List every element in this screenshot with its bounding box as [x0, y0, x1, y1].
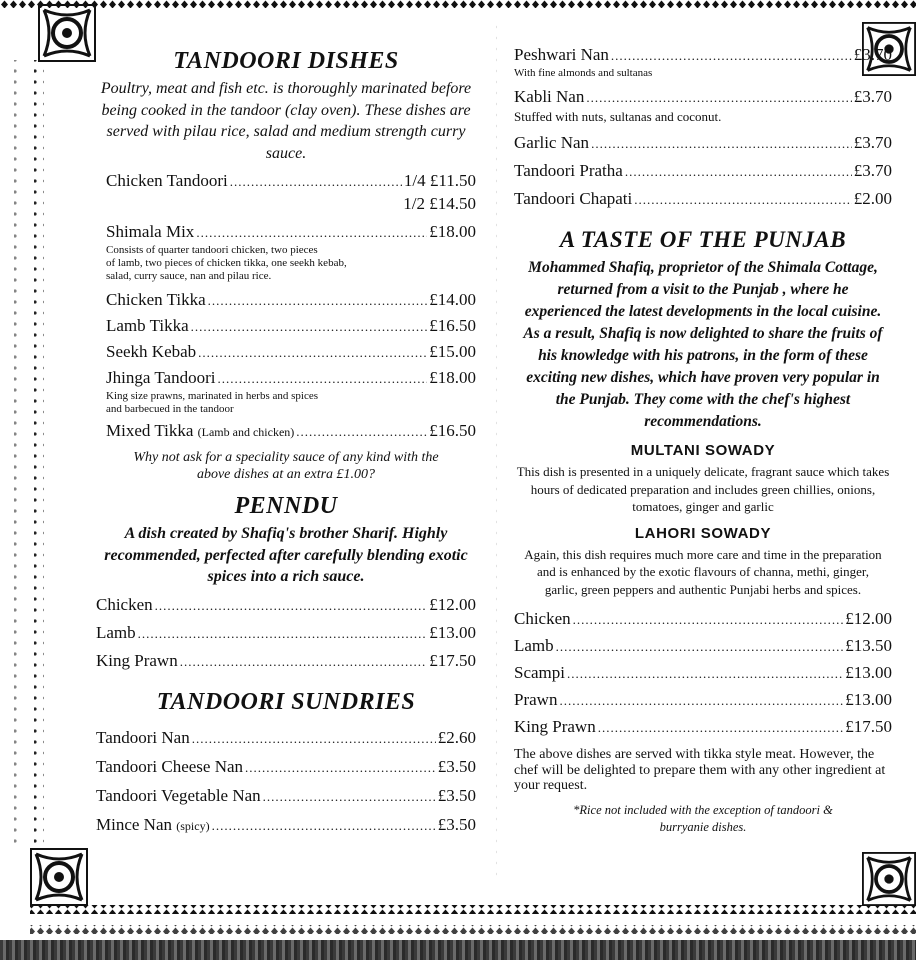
- menu-item-garlic-nan: Garlic Nan ..... £3.70: [514, 132, 892, 155]
- price: £14.00: [429, 290, 476, 309]
- tandoori-sundries-title: TANDOORI SUNDRIES: [156, 688, 416, 715]
- item-description: With fine almonds and sultanas: [514, 67, 653, 79]
- menu-item-chicken-tandoori: Chicken Tandoori ..... 1/4 £11.50: [96, 170, 476, 193]
- menu-item-tandoori-cheese-nan: Tandoori Cheese Nan ..... £3.50: [96, 756, 476, 779]
- penndu-title: PENNDU: [234, 493, 338, 519]
- menu-item-chicken-tandoori-half: [96, 193, 476, 215]
- left-column: [96, 46, 476, 837]
- menu-item-tandoori-vegetable-nan: Tandoori Vegetable Nan ..... £3.50: [96, 785, 476, 808]
- price: £18.00: [429, 368, 476, 387]
- menu-item-penndu-lamb: Lamb ..... £13.00: [96, 622, 476, 645]
- price: £11.50: [429, 171, 476, 190]
- item-description: Stuffed with nuts, sultanas and coconut.: [514, 109, 722, 124]
- price: £14.50: [429, 194, 476, 213]
- served-with-note: The above dishes are served with tikka style meat. However, the chef will be delighted to prepare them with any other ingredient at your request.: [514, 747, 886, 793]
- price: £3.70: [853, 45, 892, 64]
- price: £17.50: [845, 717, 892, 736]
- right-column: [514, 44, 892, 842]
- lahori-sowady-description: Again, this dish requires much more care and time in the preparation and is enhanced by the exotic flavours of channa, methi, ginger, garlic, green peppers and authentic Punjabi herbs and spices.: [524, 546, 882, 597]
- lahori-sowady-title: LAHORI SOWADY: [634, 524, 772, 542]
- price: £13.00: [845, 663, 892, 682]
- price: £12.00: [845, 609, 892, 628]
- price: £3.70: [853, 133, 892, 152]
- menu-item-tandoori-pratha: Tandoori Pratha ..... £3.70: [514, 160, 892, 183]
- menu-item-seekh-kebab: Seekh Kebab ..... £15.00: [106, 341, 476, 364]
- price: £3.50: [437, 756, 476, 776]
- price: £3.70: [853, 161, 892, 180]
- price: £13.50: [845, 636, 892, 655]
- menu-item-punjab-scampi: Scampi ..... £13.00: [514, 662, 892, 685]
- price: £2.00: [853, 189, 892, 208]
- menu-item-tandoori-chapati: Tandoori Chapati ..... £2.00: [514, 188, 892, 211]
- tandoori-dishes-description: Poultry, meat and fish etc. is thoroughly marinated before being cooked in the tandoor (clay oven). These dishes are served with pilau rice, salad and medium strength curry sauce.: [100, 80, 472, 162]
- price: £3.50: [437, 785, 476, 805]
- portion-quarter: 1/4: [403, 171, 426, 190]
- punjab-description: Mohammed Shafiq, proprietor of the Shimala Cottage, returned from a visit to the Punjab , where he experienced the latest developments in the local cuisine. As a result, Shafiq is now delighted to share the fruits of his knowledge with his patrons, in the form of these exciting new dishes, which have proven very popular in the Punjab. They come with the chef's highest recommendations.: [523, 259, 883, 430]
- price: £3.70: [853, 87, 892, 106]
- corner-ornament-icon: [30, 848, 88, 906]
- menu-item-mixed-tikka: Mixed Tikka (Lamb and chicken) ..... £16.50: [106, 420, 476, 443]
- price: £16.50: [429, 316, 476, 335]
- price: £16.50: [429, 421, 476, 440]
- corner-ornament-icon: [862, 850, 916, 908]
- speciality-sauce-note: Why not ask for a speciality sauce of any kind with the above dishes at an extra £1.00?: [133, 450, 439, 482]
- price: £3.50: [437, 814, 476, 834]
- price: £17.50: [429, 650, 476, 670]
- punjab-title: A TASTE OF THE PUNJAB: [559, 227, 847, 252]
- price: £15.00: [429, 342, 476, 361]
- menu-item-peshwari-nan: Peshwari Nan ..... £3.70: [514, 44, 892, 67]
- menu-item-mince-nan: Mince Nan (spicy) ..... £3.50: [96, 814, 476, 837]
- price: £12.00: [429, 594, 476, 614]
- corner-ornament-icon: [38, 4, 96, 62]
- menu-item-jhinga-tandoori: Jhinga Tandoori ..... £18.00: [106, 367, 476, 390]
- menu-item-punjab-lamb: Lamb ..... £13.50: [514, 635, 892, 658]
- menu-item-chicken-tikka: Chicken Tikka ..... £14.00: [106, 289, 476, 312]
- price: £2.60: [437, 727, 476, 747]
- item-description: King size prawns, marinated in herbs and spices and barbecued in the tandoor: [106, 390, 318, 415]
- multani-sowady-title: MULTANI SOWADY: [630, 442, 776, 459]
- price: £13.00: [429, 622, 476, 642]
- multani-sowady-description: This dish is presented in a uniquely delicate, fragrant sauce which takes hours of dedicated preparation and includes green chillies, onions, tomatoes, ginger and garlic: [516, 464, 890, 514]
- item-description: Consists of quarter tandoori chicken, two pieces of lamb, two pieces of chicken tikka, one seekh kebab, salad, curry sauce, nan and pilau rice.: [106, 244, 347, 282]
- menu-item-punjab-chicken: Chicken ..... £12.00: [514, 608, 892, 631]
- menu-item-tandoori-nan: Tandoori Nan ..... £2.60: [96, 727, 476, 750]
- price: £13.00: [845, 690, 892, 709]
- bottom-edge: [0, 940, 916, 960]
- menu-item-penndu-chicken: Chicken ..... £12.00: [96, 594, 476, 617]
- menu-item-punjab-prawn: Prawn ..... £13.00: [514, 689, 892, 712]
- portion-half: 1/2: [403, 194, 425, 213]
- rice-note: *Rice not included with the exception of tandoori & burryanie dishes.: [573, 802, 833, 834]
- price: £18.00: [429, 222, 476, 241]
- menu-item-lamb-tikka: Lamb Tikka ..... £16.50: [106, 315, 476, 338]
- menu-item-shimala-mix: Shimala Mix ..... £18.00: [106, 221, 476, 244]
- menu-item-kabli-nan: Kabli Nan ..... £3.70: [514, 86, 892, 109]
- penndu-description: A dish created by Shafiq's brother Sharif. Highly recommended, perfected after carefully blending exotic spices into a rich sauce.: [104, 525, 468, 585]
- menu-item-penndu-king-prawn: King Prawn ..... £17.50: [96, 650, 476, 673]
- menu-item-punjab-king-prawn: King Prawn ..... £17.50: [514, 716, 892, 739]
- tandoori-dishes-title: TANDOORI DISHES: [173, 48, 399, 74]
